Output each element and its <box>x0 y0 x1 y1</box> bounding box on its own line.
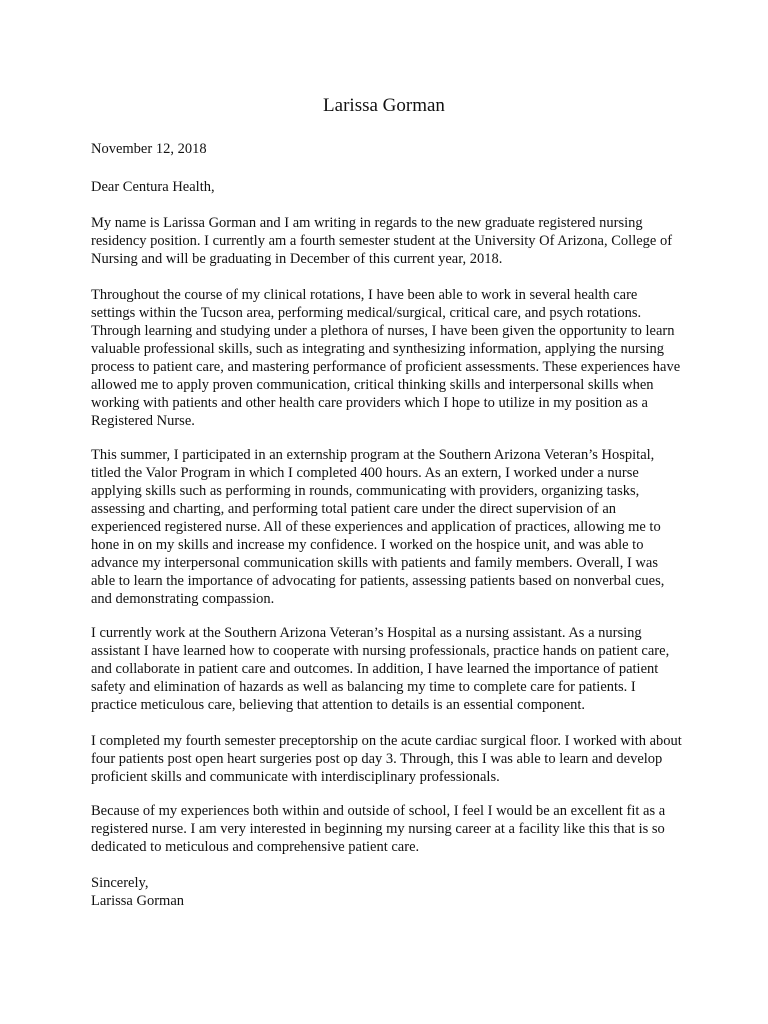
paragraph-introduction: My name is Larissa Gorman and I am writing in regards to the new graduate registered nursing residency position. I currently am a fourth semester student at the University Of Arizona, College of Nursing and will be graduating in December of this current year, 2018. <box>91 215 673 267</box>
paragraph-externship: This summer, I participated in an externship program at the Southern Arizona Veteran’s Hospital, titled the Valor Program in which I completed 400 hours. As an extern, I worked under a nurse applying skills such as performing in rounds, communicating with providers, organizing tasks, assessing and charting, and performing total patient care under the direct supervision of an experienced registered nurse. All of these experiences and application of practices, allowing me to hone in on my skills and increase my confidence. I worked on the hospice unit, and was able to advance my interpersonal communication skills with patients and family members. Overall, I was able to learn the importance of advocating for patients, assessing patients based on nonverbal cues, and demonstrating compassion. <box>91 447 665 607</box>
letter-greeting: Dear Centura Health, <box>91 179 215 195</box>
signature-name: Larissa Gorman <box>91 893 185 909</box>
paragraph-conclusion: Because of my experiences both within and outside of school, I feel I would be an excellent fit as a registered nurse. I am very interested in beginning my nursing career at a facility like this that is so dedicated to meticulous and comprehensive patient care. <box>91 803 666 855</box>
letter-date: November 12, 2018 <box>91 141 207 157</box>
paragraph-clinical-rotations: Throughout the course of my clinical rotations, I have been able to work in several health care settings within the Tucson area, performing medical/surgical, critical care, and psych rotations. Through learning and studying under a plethora of nurses, I have been given the opportunity to learn valuable professional skills, such as integrating and synthesizing information, applying the nursing process to patient care, and mastering performance of proficient assessments. These experiences have allowed me to apply proven communication, critical thinking skills and interpersonal skills when working with patients and other health care providers which I hope to utilize in my position as a Registered Nurse. <box>91 287 681 429</box>
author-heading: Larissa Gorman <box>323 95 445 116</box>
paragraph-current-work: I currently work at the Southern Arizona Veteran’s Hospital as a nursing assistant. As a nursing assistant I have learned how to cooperate with nursing professionals, practice hands on patient care, and collaborate in patient care and outcomes. In addition, I have learned the importance of patient safety and elimination of hazards as well as balancing my time to complete care for patients. I practice meticulous care, believing that attention to details is an essential component. <box>91 625 670 713</box>
paragraph-preceptorship: I completed my fourth semester preceptorship on the acute cardiac surgical floor. I worked with about four patients post open heart surgeries post op day 3. Through, this I was able to learn and develop proficient skills and communicate with interdisciplinary professionals. <box>91 733 682 785</box>
letter-closing: Sincerely, <box>91 875 149 891</box>
